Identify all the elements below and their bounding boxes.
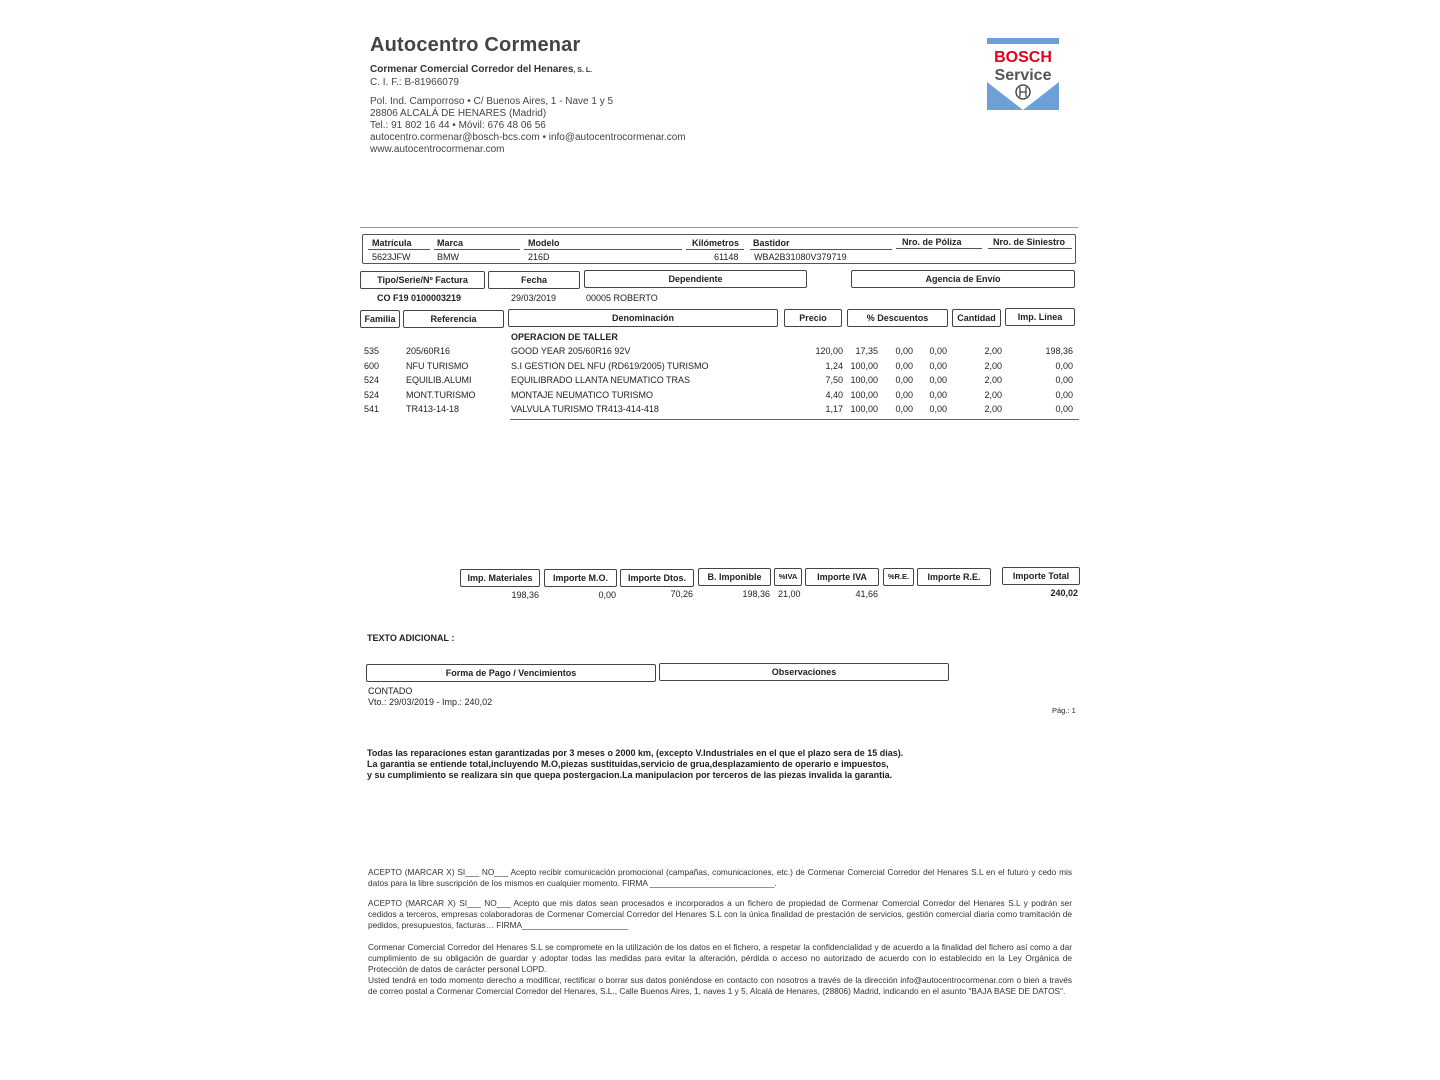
legal-suffix: S. L. bbox=[577, 67, 593, 74]
label-km: Kilómetros bbox=[692, 238, 740, 248]
cell-referencia: TR413-14-18 bbox=[406, 404, 460, 414]
header-importe-total: Importe Total bbox=[1002, 567, 1080, 585]
warranty-line: La garantia se entiende total,incluyendo M.O,piezas sustituidas,servicio de grua,desplazamiento de operario e impuestos, bbox=[367, 759, 889, 769]
cell-referencia: EQUILIB.ALUMI bbox=[406, 375, 472, 385]
total-pct-iva: 21,00 bbox=[778, 589, 801, 599]
cell-dto3: 0,00 bbox=[929, 390, 947, 400]
header-forma-pago: Forma de Pago / Vencimientos bbox=[366, 664, 656, 682]
table-row bbox=[360, 390, 1080, 404]
cell-dto2: 0,00 bbox=[895, 346, 913, 356]
cell-denominacion: EQUILIBRADO LLANTA NEUMATICO TRAS bbox=[511, 375, 691, 385]
cell-referencia: MONT.TURISMO bbox=[406, 390, 476, 400]
vehicle-underline bbox=[368, 249, 430, 250]
header-denominacion: Denominación bbox=[508, 309, 778, 327]
label-bastidor: Bastidor bbox=[753, 238, 790, 248]
vehicle-underline bbox=[686, 249, 744, 250]
table-row bbox=[360, 404, 1080, 418]
cell-referencia: 205/60R16 bbox=[406, 346, 451, 356]
header-importe-mo: Importe M.O. bbox=[544, 569, 617, 587]
cell-familia: 535 bbox=[364, 346, 380, 356]
header-familia: Familia bbox=[360, 310, 400, 328]
cell-importe: 0,00 bbox=[1055, 361, 1073, 371]
cell-importe: 0,00 bbox=[1055, 375, 1073, 385]
cell-dto2: 0,00 bbox=[895, 404, 913, 414]
header-cantidad: Cantidad bbox=[952, 309, 1001, 327]
page-number: Pág.: 1 bbox=[1052, 706, 1076, 715]
value-bastidor: WBA2B31080V379719 bbox=[754, 252, 847, 262]
cell-denominacion: S.I GESTION DEL NFU (RD619/2005) TURISMO bbox=[511, 361, 709, 371]
total-dtos: 70,26 bbox=[670, 589, 693, 599]
cell-familia: 524 bbox=[364, 375, 380, 385]
table-row bbox=[360, 346, 1080, 360]
value-km: 61148 bbox=[714, 252, 739, 262]
cell-importe: 0,00 bbox=[1055, 390, 1073, 400]
company-emails: autocentro.cormenar@bosch-bcs.com • info@autocentrocormenar.com bbox=[370, 132, 686, 143]
cell-dto2: 0,00 bbox=[895, 361, 913, 371]
bosch-service-logo bbox=[987, 38, 1059, 110]
invoice-date: 29/03/2019 bbox=[511, 293, 557, 303]
header-agencia-envio: Agencia de Envío bbox=[851, 270, 1075, 288]
cell-precio: 1,17 bbox=[825, 404, 843, 414]
cell-dto1: 100,00 bbox=[850, 404, 878, 414]
total-iva: 41,66 bbox=[855, 589, 878, 599]
company-legal-name: Cormenar Comercial Corredor del Henares, S. L. bbox=[370, 64, 593, 75]
cell-familia: 541 bbox=[364, 404, 380, 414]
cell-dto2: 0,00 bbox=[895, 375, 913, 385]
cell-denominacion: VALVULA TURISMO TR413-414-418 bbox=[511, 404, 659, 414]
cell-cantidad: 2,00 bbox=[984, 346, 1002, 356]
table-row bbox=[360, 375, 1080, 389]
header-tipo-factura: Tipo/Serie/Nº Factura bbox=[360, 271, 485, 289]
company-address: Pol. Ind. Camporroso • C/ Buenos Aires, 1 - Nave 1 y 5 bbox=[370, 96, 614, 107]
header-descuentos: % Descuentos bbox=[847, 309, 948, 327]
label-marca: Marca bbox=[437, 238, 464, 248]
cell-precio: 1,24 bbox=[825, 361, 843, 371]
legal-consent-data: ACEPTO (MARCAR X) SI___ NO___ Acepto que mis datos sean procesados e incorporados a un fichero de propiedad de Cormenar Comercial Corredor del Henares S.L y podrán ser cedidos a terceros, empresas colaboradoras de Cormenar Comercial Corredor del Henares S.L con la única finalidad de prestación de servicios, gestión comercial diaria como tramitación de pedidos, presupuestos, facturas… FIRMA_______________________ bbox=[368, 898, 1072, 930]
value-modelo: 216D bbox=[528, 252, 550, 262]
cell-cantidad: 2,00 bbox=[984, 404, 1002, 414]
header-fecha: Fecha bbox=[488, 271, 580, 289]
total-importe: 240,02 bbox=[1050, 588, 1078, 598]
label-siniestro: Nro. de Siniestro bbox=[993, 237, 1066, 247]
company-web: www.autocentrocormenar.com bbox=[370, 144, 505, 155]
payment-method: CONTADO bbox=[368, 686, 413, 696]
total-mo: 0,00 bbox=[598, 590, 616, 600]
cell-dto3: 0,00 bbox=[929, 346, 947, 356]
section-title: OPERACION DE TALLER bbox=[511, 332, 618, 342]
header-importe-iva: Importe IVA bbox=[805, 568, 879, 586]
header-divider bbox=[360, 227, 1078, 228]
logo-service-text: Service bbox=[994, 67, 1052, 84]
header-pct-re: %R.E. bbox=[883, 568, 914, 586]
cell-denominacion: GOOD YEAR 205/60R16 92V bbox=[511, 346, 631, 356]
label-modelo: Modelo bbox=[528, 238, 560, 248]
cell-dto1: 17,35 bbox=[855, 346, 878, 356]
cell-familia: 524 bbox=[364, 390, 380, 400]
cell-referencia: NFU TURISMO bbox=[406, 361, 469, 371]
cell-precio: 7,50 bbox=[825, 375, 843, 385]
company-cif: C. I. F.: B-81966079 bbox=[370, 77, 459, 88]
header-imp-materiales: Imp. Materiales bbox=[460, 569, 540, 587]
invoice-dependiente: 00005 ROBERTO bbox=[586, 293, 658, 303]
vehicle-underline bbox=[524, 249, 682, 250]
legal-consent-promo: ACEPTO (MARCAR X) SI___ NO___ Acepto recibir comunicación promocional (campañas, comunicaciones, etc.) de Cormenar Comercial Corredor del Henares S.L en el futuro y cedo mis datos para la libre suscripción de los mismos en cualquier momento. FIRMA ___________________________. bbox=[368, 867, 1072, 888]
lines-end-rule bbox=[510, 419, 1079, 420]
texto-adicional-label: TEXTO ADICIONAL : bbox=[367, 633, 455, 643]
value-matricula: 5623JFW bbox=[372, 252, 411, 262]
table-row bbox=[360, 361, 1080, 375]
cell-denominacion: MONTAJE NEUMATICO TURISMO bbox=[511, 390, 654, 400]
legal-commitment: Cormenar Comercial Corredor del Henares S.L se compromete en la utilización de los datos en el fichero, a respetar la confidencialidad y de acuerdo a la finalidad del fichero así como a dar cumplimiento de su obligación de guardar y adoptar todas las medidas para evitar la alteración, pérdida o acceso no autorizado de acuerdo con lo establecido en la Ley Orgánica de Protección de datos de carácter personal LOPD. bbox=[368, 942, 1072, 974]
header-precio: Precio bbox=[784, 309, 842, 327]
header-pct-iva: %IVA bbox=[774, 568, 802, 586]
header-base-imponible: B. Imponible bbox=[698, 568, 771, 586]
cell-precio: 4,40 bbox=[825, 390, 843, 400]
header-referencia: Referencia bbox=[403, 310, 504, 328]
cell-dto3: 0,00 bbox=[929, 404, 947, 414]
legal-name-text: Cormenar Comercial Corredor del Henares bbox=[370, 64, 574, 75]
vehicle-underline bbox=[896, 248, 982, 249]
invoice-number: CO F19 0100003219 bbox=[377, 293, 462, 303]
company-name: Autocentro Cormenar bbox=[370, 34, 581, 56]
cell-cantidad: 2,00 bbox=[984, 375, 1002, 385]
cell-precio: 120,00 bbox=[815, 346, 843, 356]
company-city: 28806 ALCALÁ DE HENARES (Madrid) bbox=[370, 108, 547, 119]
vehicle-underline bbox=[434, 249, 520, 250]
bosch-service-logo-graphic bbox=[987, 38, 1059, 110]
cell-cantidad: 2,00 bbox=[984, 361, 1002, 371]
cell-dto1: 100,00 bbox=[850, 361, 878, 371]
cell-dto1: 100,00 bbox=[850, 390, 878, 400]
cell-dto3: 0,00 bbox=[929, 375, 947, 385]
total-imponible: 198,36 bbox=[742, 589, 770, 599]
logo-bosch-text: BOSCH bbox=[994, 49, 1052, 66]
cell-dto2: 0,00 bbox=[895, 390, 913, 400]
vehicle-underline bbox=[988, 248, 1072, 249]
cell-cantidad: 2,00 bbox=[984, 390, 1002, 400]
header-importe-dtos: Importe Dtos. bbox=[620, 569, 694, 587]
header-importe-linea: Imp. Línea bbox=[1005, 308, 1075, 326]
warranty-line: y su cumplimiento se realizara sin que quepa postergacion.La manipulacion por terceros de las piezas invalida la garantia. bbox=[367, 770, 893, 780]
legal-rights: Usted tendrá en todo momento derecho a modificar, rectificar o borrar sus datos poniéndose en contacto con nosotros a través de la dirección info@autocentrocormenar.com o bien a través de correo postal a Cormenar Comercial Corredor del Henares, S.L., Calle Buenos Aires, 1, naves 1 y 5, Alcalá de Henares, (28806) Madrid, indicando en el asunto "BAJA BASE DE DATOS". bbox=[368, 975, 1072, 996]
company-phones: Tel.: 91 802 16 44 • Móvil: 676 48 06 56 bbox=[370, 120, 546, 131]
header-importe-re: Importe R.E. bbox=[917, 568, 991, 586]
header-dependiente: Dependiente bbox=[584, 270, 807, 288]
label-poliza: Nro. de Póliza bbox=[902, 237, 962, 247]
vehicle-underline bbox=[750, 249, 892, 250]
cell-familia: 600 bbox=[364, 361, 380, 371]
value-marca: BMW bbox=[437, 252, 459, 262]
cell-dto3: 0,00 bbox=[929, 361, 947, 371]
cell-importe: 198,36 bbox=[1045, 346, 1073, 356]
cell-dto1: 100,00 bbox=[850, 375, 878, 385]
payment-due: Vto.: 29/03/2019 - Imp.: 240,02 bbox=[368, 697, 493, 707]
cell-importe: 0,00 bbox=[1055, 404, 1073, 414]
warranty-line: Todas las reparaciones estan garantizadas por 3 meses o 2000 km, (excepto V.Industriales en el que el plazo sera de 15 dias). bbox=[367, 748, 904, 758]
header-observaciones: Observaciones bbox=[659, 663, 949, 681]
total-materiales: 198,36 bbox=[511, 590, 539, 600]
label-matricula: Matrícula bbox=[372, 238, 412, 248]
